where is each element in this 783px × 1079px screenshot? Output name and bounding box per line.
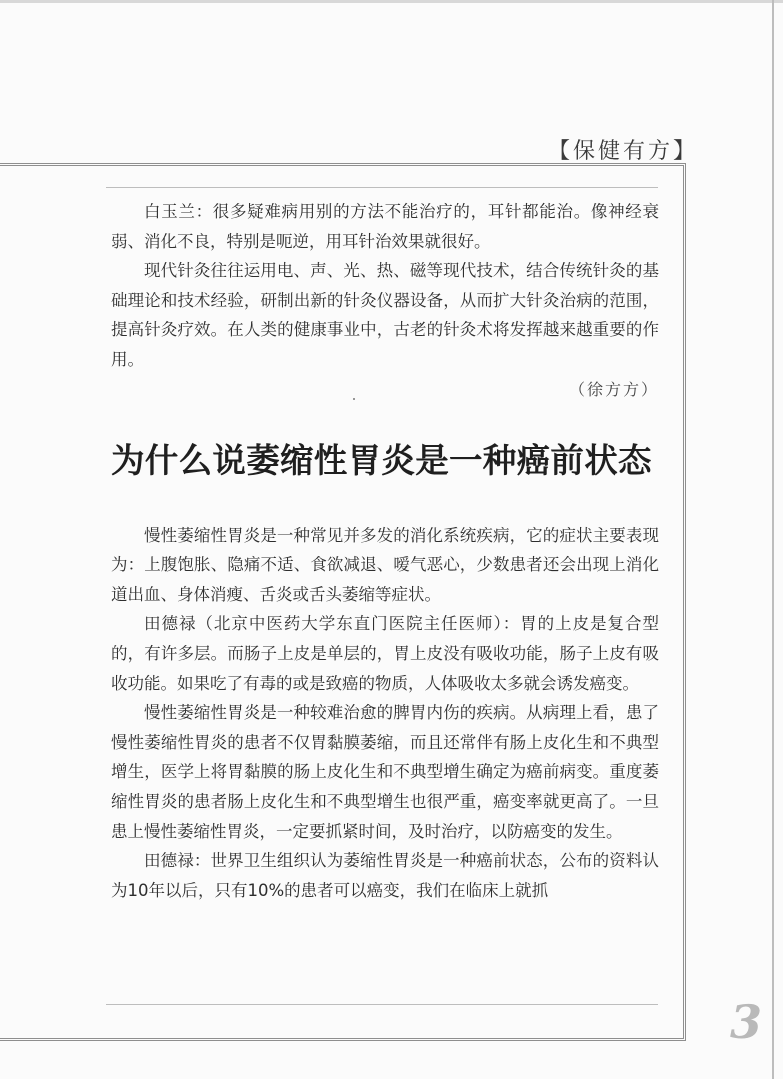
paragraph: 现代针灸往往运用电、声、光、热、磁等现代技术，结合传统针灸的基础理论和技术经验，研制出新的针灸仪器设备，从而扩大针灸治病的范围，提高针灸疗效。在人类的健康事业中，古老的针灸术将发挥越来越重要的作用。 bbox=[111, 261, 659, 369]
scan-edge bbox=[0, 0, 783, 3]
section-tag: 【保健有方】 bbox=[548, 139, 699, 164]
page-number: 3 bbox=[730, 995, 763, 1049]
article-title: 为什么说萎缩性胃炎是一种癌前状态 bbox=[111, 440, 652, 480]
page-content bbox=[111, 197, 659, 905]
paragraph: 白玉兰：很多疑难病用别的方法不能治疗的，耳针都能治。像神经衰弱、消化不良，特别是呃逆，用耳针治效果就很好。 bbox=[111, 202, 659, 251]
paragraph: 田德禄：世界卫生组织认为萎缩性胃炎是一种癌前状态，公布的资料认为10年以后，只有10%的患者可以癌变，我们在临床上就抓 bbox=[111, 851, 659, 900]
scan-margin-rule bbox=[772, 0, 774, 1079]
bottom-divider bbox=[106, 1004, 658, 1005]
top-divider bbox=[106, 187, 658, 188]
author-credit: （徐方方） bbox=[568, 379, 659, 399]
paragraph: 慢性萎缩性胃炎是一种较难治愈的脾胃内伤的疾病。从病理上看，患了慢性萎缩性胃炎的患者不仅胃黏膜萎缩，而且还常伴有肠上皮化生和不典型增生，医学上将胃黏膜的肠上皮化生和不典型增生确定为癌前病变。重度萎缩性胃炎的患者肠上皮化生和不典型增生也很严重，癌变率就更高了。一旦患上慢性萎缩性胃炎，一定要抓紧时间，及时治疗，以防癌变的发生。 bbox=[111, 703, 659, 841]
paragraph: 慢性萎缩性胃炎是一种常见并多发的消化系统疾病，它的症状主要表现为：上腹饱胀、隐痛不适、食欲减退、嗳气恶心，少数患者还会出现上消化道出血、身体消瘦、舌炎或舌头萎缩等症状。 bbox=[111, 525, 659, 604]
paragraph: 田德禄（北京中医药大学东直门医院主任医师）：胃的上皮是复合型的，有许多层。而肠子上皮是单层的，胃上皮没有吸收功能，肠子上皮有吸收功能。如果吃了有毒的或是致癌的物质，人体吸收太多就会诱发癌变。 bbox=[111, 614, 659, 693]
